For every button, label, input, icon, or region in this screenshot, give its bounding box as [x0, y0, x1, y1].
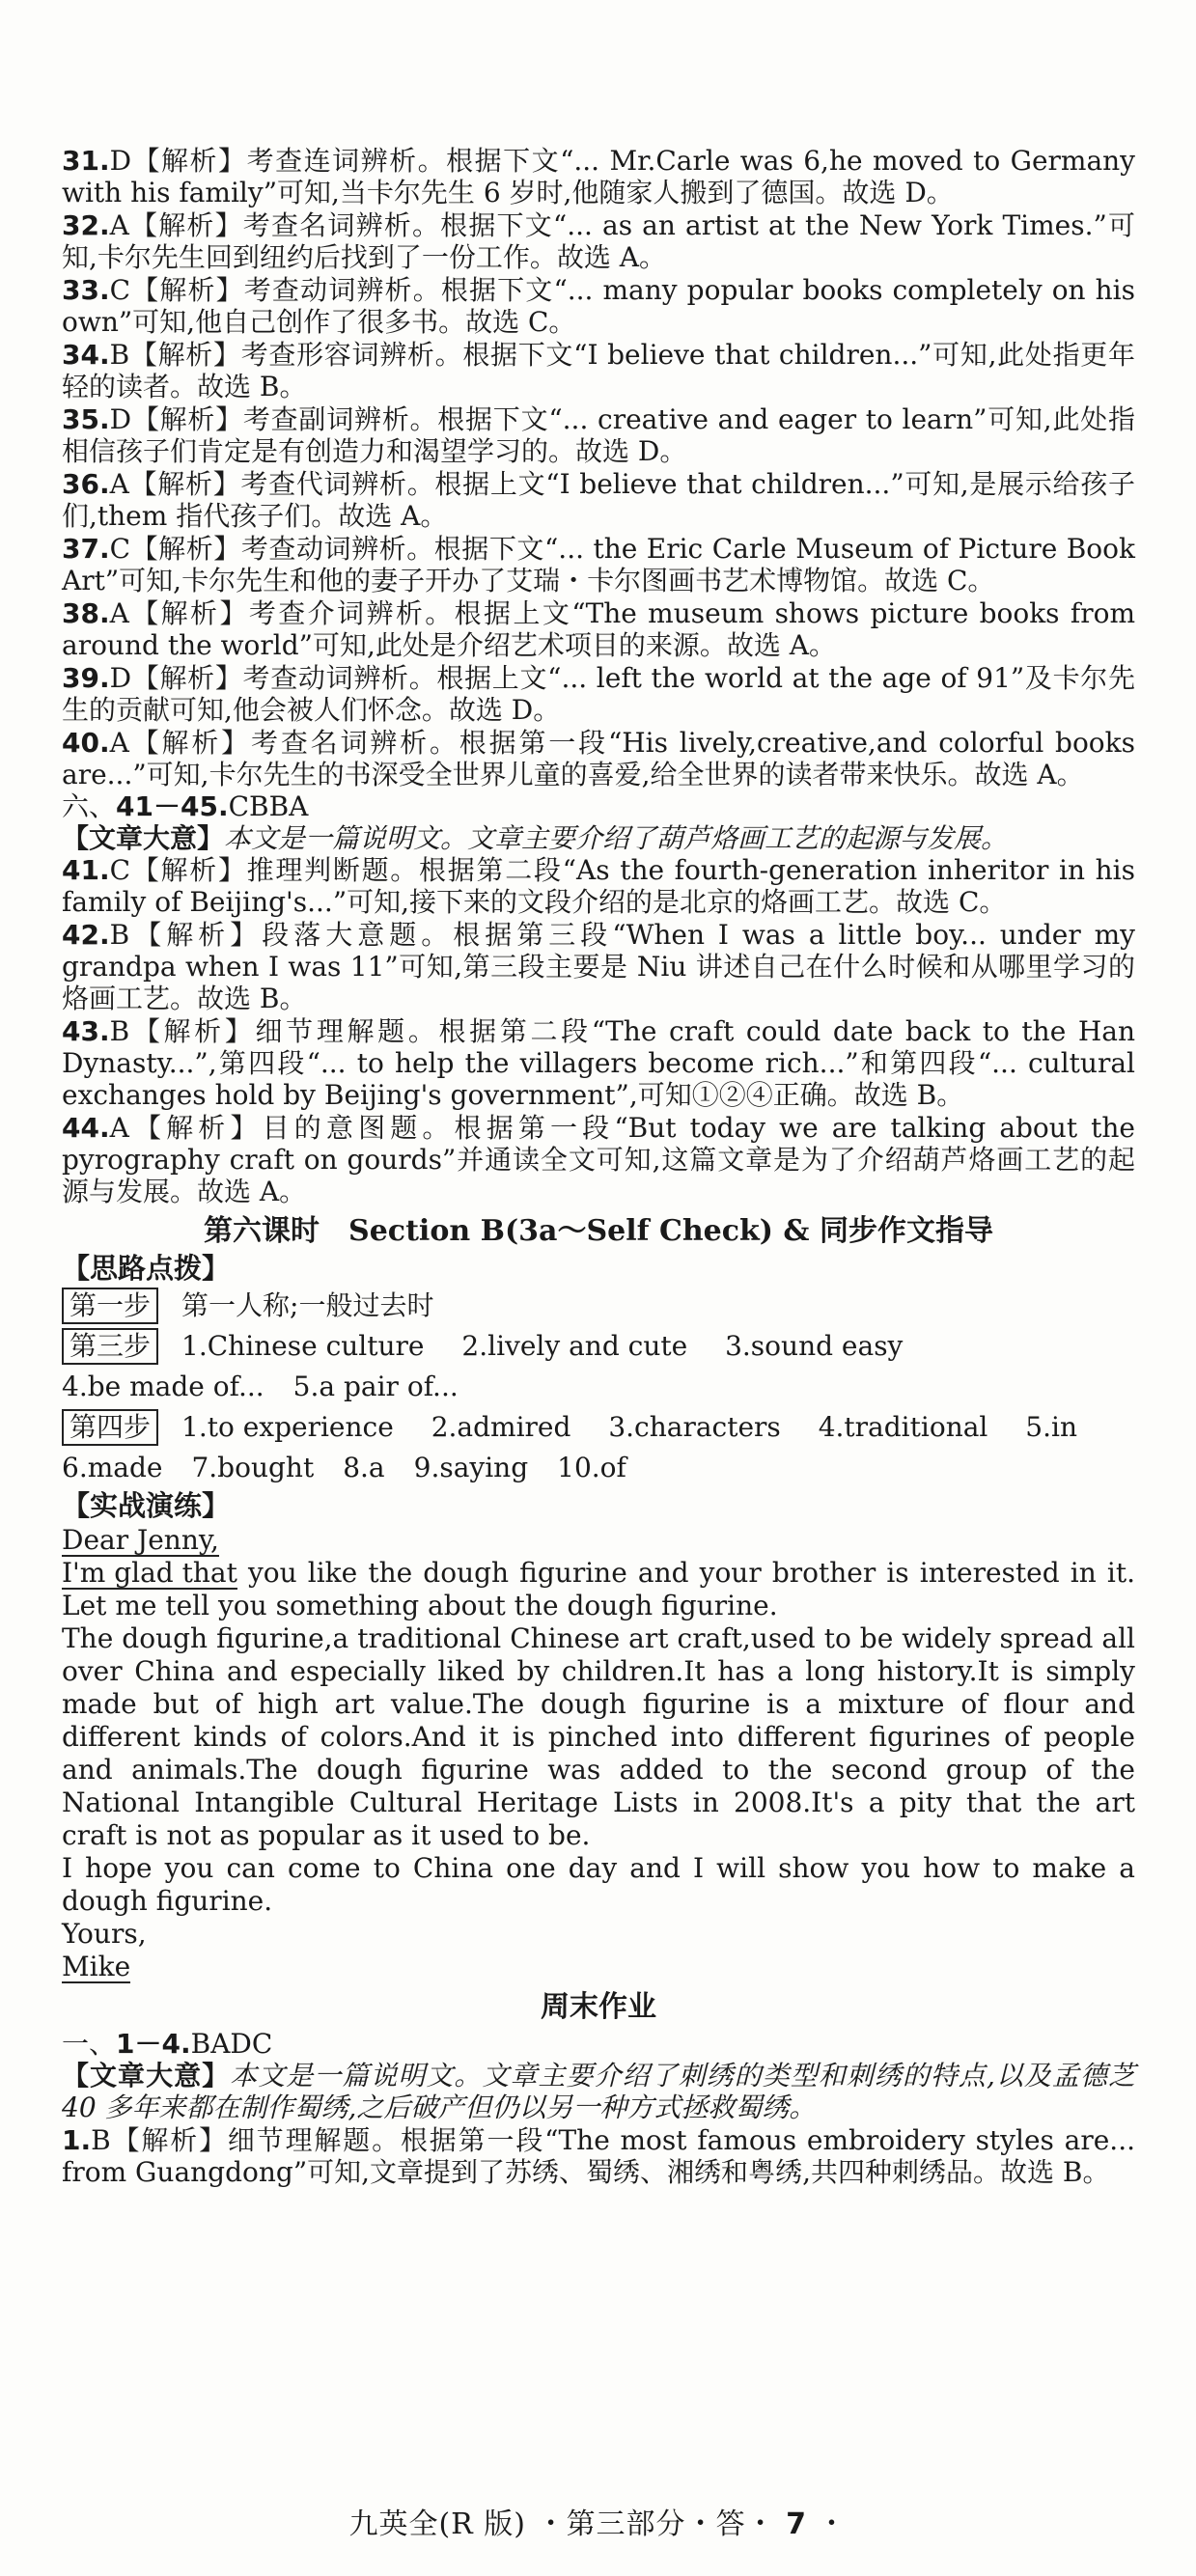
item-number: 1.	[62, 2124, 92, 2156]
answer-item	[62, 662, 1135, 726]
page-footer	[0, 2500, 1196, 2542]
item-number: 31.	[62, 145, 110, 177]
part-name: 第三部分	[566, 2507, 686, 2541]
item-text: A【解析】目的意图题。根据第一段“But today we are talking about the pyrography craft on gourds”并通读全文可知,这篇文章是为了介绍葫芦烙画工艺的起源与发展。故选 A。	[62, 1112, 1135, 1207]
step4-item: 7.bought	[191, 1452, 315, 1483]
step4-item: 10.of	[557, 1452, 626, 1483]
item-number: 35.	[62, 403, 110, 435]
letter-para2: The dough figurine,a traditional Chinese art craft,used to be widely spread all over China and especially liked by children.It has a long history.It is simply made but of high art value.The dough figurine is a mixture of flour and different kinds of colors.And it is pinched into different figurines of people and animals.The dough figurine was added to the second group of the National Intangible Cultural Heritage Lists in 2008.It's a pity that the art craft is not as popular as it used to be.	[62, 1622, 1135, 1851]
content	[62, 145, 1135, 2188]
step3-item: 2.lively and cute	[461, 1330, 688, 1362]
answer-list-41-44	[62, 854, 1135, 1207]
step4-row2	[62, 1449, 1135, 1487]
part-label: 一、	[62, 2028, 117, 2060]
item-text: B【解析】考查形容词辨析。根据下文“I believe that children...”可知,此处指更年轻的读者。故选 B。	[62, 339, 1135, 402]
greeting-text: Dear Jenny,	[62, 1524, 219, 1556]
item-text: D【解析】考查动词辨析。根据上文“... left the world at the age of 91”及卡尔先生的贡献可知,他会被人们怀念。故选 D。	[62, 662, 1135, 726]
letter-greeting	[62, 1524, 1135, 1557]
weekend-item-1	[62, 2124, 1135, 2188]
answer-list-31-40	[62, 145, 1135, 790]
step4-item: 6.made	[62, 1452, 163, 1483]
step4-item: 2.admired	[431, 1411, 571, 1443]
signature-text: Mike	[62, 1951, 131, 1982]
practice-heading: 【实战演练】	[62, 1489, 231, 1522]
item-number: 43.	[62, 1015, 110, 1047]
separator: ・	[745, 2507, 776, 2541]
step4-items	[181, 1408, 1106, 1447]
answer-item	[62, 919, 1135, 1014]
step1-row	[62, 1287, 1135, 1325]
letter-closing: Yours,	[62, 1918, 147, 1950]
step4-item: 3.characters	[608, 1411, 781, 1443]
answer-item	[62, 1015, 1135, 1111]
part-answers: BADC	[190, 2028, 273, 2060]
step3-items	[181, 1327, 932, 1366]
page-number: 7	[786, 2507, 807, 2541]
item-text: B【解析】段落大意题。根据第三段“When I was a little boy... under my grandpa when I was 11”可知,第三段主要是 Niu 讲述自己在什么时候和从哪里学习的烙画工艺。故选 B。	[62, 919, 1135, 1014]
weekend-title: 周末作业	[541, 1990, 656, 2024]
part-label: 六、	[62, 790, 117, 822]
separator: ・	[685, 2507, 716, 2541]
summary-text: 本文是一篇说明文。文章主要介绍了葫芦烙画工艺的起源与发展。	[224, 822, 1009, 854]
answer-item	[62, 274, 1135, 338]
step3-item: 5.a pair of...	[292, 1371, 459, 1402]
item-text: C【解析】推理判断题。根据第二段“As the fourth-generation inheritor in his family of Beijing's...”可知,接下来的文段介绍的是北京的烙画工艺。故选 C。	[62, 854, 1135, 918]
step4-item: 5.in	[1025, 1411, 1077, 1443]
item-text: A【解析】考查介词辨析。根据上文“The museum shows picture books from around the world”可知,此处是介绍艺术项目的来源。故选 A。	[62, 597, 1135, 661]
item-number: 33.	[62, 274, 110, 306]
summary-tag: 【文章大意】	[62, 2060, 231, 2091]
lesson-title: 第六课时 Section B(3a～Self Check) & 同步作文指导	[204, 1214, 993, 1248]
step3-item: 3.sound easy	[725, 1330, 904, 1362]
step1-text: 第一人称;一般过去时	[181, 1289, 434, 1321]
item-text: A【解析】考查代词辨析。根据上文“I believe that children...”可知,是展示给孩子们,them 指代孩子们。故选 A。	[62, 468, 1135, 532]
step4-item: 1.to experience	[181, 1411, 394, 1443]
step1-label: 第一步	[62, 1288, 158, 1324]
item-text: A【解析】考查名词辨析。根据下文“... as an artist at the New York Times.”可知,卡尔先生回到纽约后找到了一份工作。故选 A。	[62, 209, 1135, 273]
item-text: A【解析】考查名词辨析。根据第一段“His lively,creative,and colorful books are...”可知,卡尔先生的书深受全世界儿童的喜爱,给全世界的读者带来快乐。故选 A。	[62, 727, 1135, 790]
answer-item	[62, 403, 1135, 467]
thinking-heading: 【思路点拨】	[62, 1252, 231, 1285]
item-text: B【解析】细节理解题。根据第二段“The craft could date back to the Han Dynasty...”,第四段“... to help the villagers become rich...”和第四段“... cultural exchanges hold by Beijing's government”,可知①②④正确。故选 B。	[62, 1015, 1135, 1111]
step4-row	[62, 1408, 1135, 1447]
book-code: 九英全(R 版)	[348, 2507, 527, 2541]
step4-item: 4.traditional	[818, 1411, 988, 1443]
letter-para1	[62, 1557, 1135, 1622]
item-number: 38.	[62, 597, 110, 629]
answer-item	[62, 209, 1135, 273]
item-number: 36.	[62, 468, 110, 500]
part-answers: CBBA	[228, 790, 309, 822]
answer-mark: 答	[715, 2507, 746, 2541]
item-text: B【解析】细节理解题。根据第一段“The most famous embroidery styles are... from Guangdong”可知,文章提到了苏绣、蜀绣、湘绣和粤绣,共四种刺绣品。故选 B。	[62, 2124, 1135, 2188]
part6-answers	[62, 790, 1135, 822]
step3-item: 4.be made of...	[62, 1371, 264, 1402]
answer-item	[62, 533, 1135, 596]
weekend-summary	[62, 2060, 1135, 2123]
answer-item	[62, 854, 1135, 918]
answer-item	[62, 1112, 1135, 1207]
part6-summary	[62, 822, 1135, 854]
separator: ・	[817, 2507, 848, 2541]
item-text: C【解析】考查动词辨析。根据下文“... many popular books completely on his own”可知,他自己创作了很多书。故选 C。	[62, 274, 1135, 338]
item-number: 39.	[62, 662, 110, 694]
answer-item	[62, 597, 1135, 661]
underlined-phrase: I'm glad that	[62, 1557, 237, 1589]
item-number: 40.	[62, 727, 110, 759]
step4-item: 9.saying	[413, 1452, 529, 1483]
letter-signature	[62, 1951, 1135, 1983]
step3-item: 1.Chinese culture	[181, 1330, 425, 1362]
item-text: D【解析】考查连词辨析。根据下文“... Mr.Carle was 6,he moved to Germany with his family”可知,当卡尔先生 6 岁时,他随家人搬到了德国。故选 D。	[62, 145, 1135, 208]
item-number: 41.	[62, 854, 110, 886]
separator: ・	[536, 2507, 567, 2541]
answer-item	[62, 339, 1135, 402]
letter-para3: I hope you can come to China one day and I will show you how to make a dough figurine.	[62, 1852, 1135, 1917]
para1-rest: you like the dough figurine and your brother is interested in it. Let me tell you something about the dough figurine.	[62, 1557, 1135, 1621]
weekend-answers	[62, 2028, 1135, 2060]
item-text: D【解析】考查副词辨析。根据下文“... creative and eager to learn”可知,此处指相信孩子们肯定是有创造力和渴望学习的。故选 D。	[62, 403, 1135, 467]
summary-text: 本文是一篇说明文。文章主要介绍了刺绣的类型和刺绣的特点,以及孟德芝 40 多年来都在制作蜀绣,之后破产但仍以另一种方式拯救蜀绣。	[62, 2060, 1135, 2123]
step4-item: 8.a	[343, 1452, 385, 1483]
item-number: 42.	[62, 919, 110, 951]
answer-item	[62, 727, 1135, 790]
step3-row	[62, 1327, 1135, 1366]
answer-item	[62, 468, 1135, 532]
part-range: 1－4.	[116, 2028, 191, 2060]
item-number: 44.	[62, 1112, 110, 1144]
part-range: 41－45.	[116, 790, 229, 822]
answer-item	[62, 145, 1135, 208]
step4-label: 第四步	[62, 1409, 158, 1446]
summary-tag: 【文章大意】	[62, 822, 225, 854]
step3-row2	[62, 1368, 1135, 1406]
step3-label: 第三步	[62, 1328, 158, 1365]
item-number: 37.	[62, 533, 110, 565]
item-number: 34.	[62, 339, 110, 371]
item-number: 32.	[62, 209, 110, 241]
item-text: C【解析】考查动词辨析。根据下文“... the Eric Carle Museum of Picture Book Art”可知,卡尔先生和他的妻子开办了艾瑞・卡尔图画书艺术博物馆。故选 C。	[62, 533, 1135, 596]
